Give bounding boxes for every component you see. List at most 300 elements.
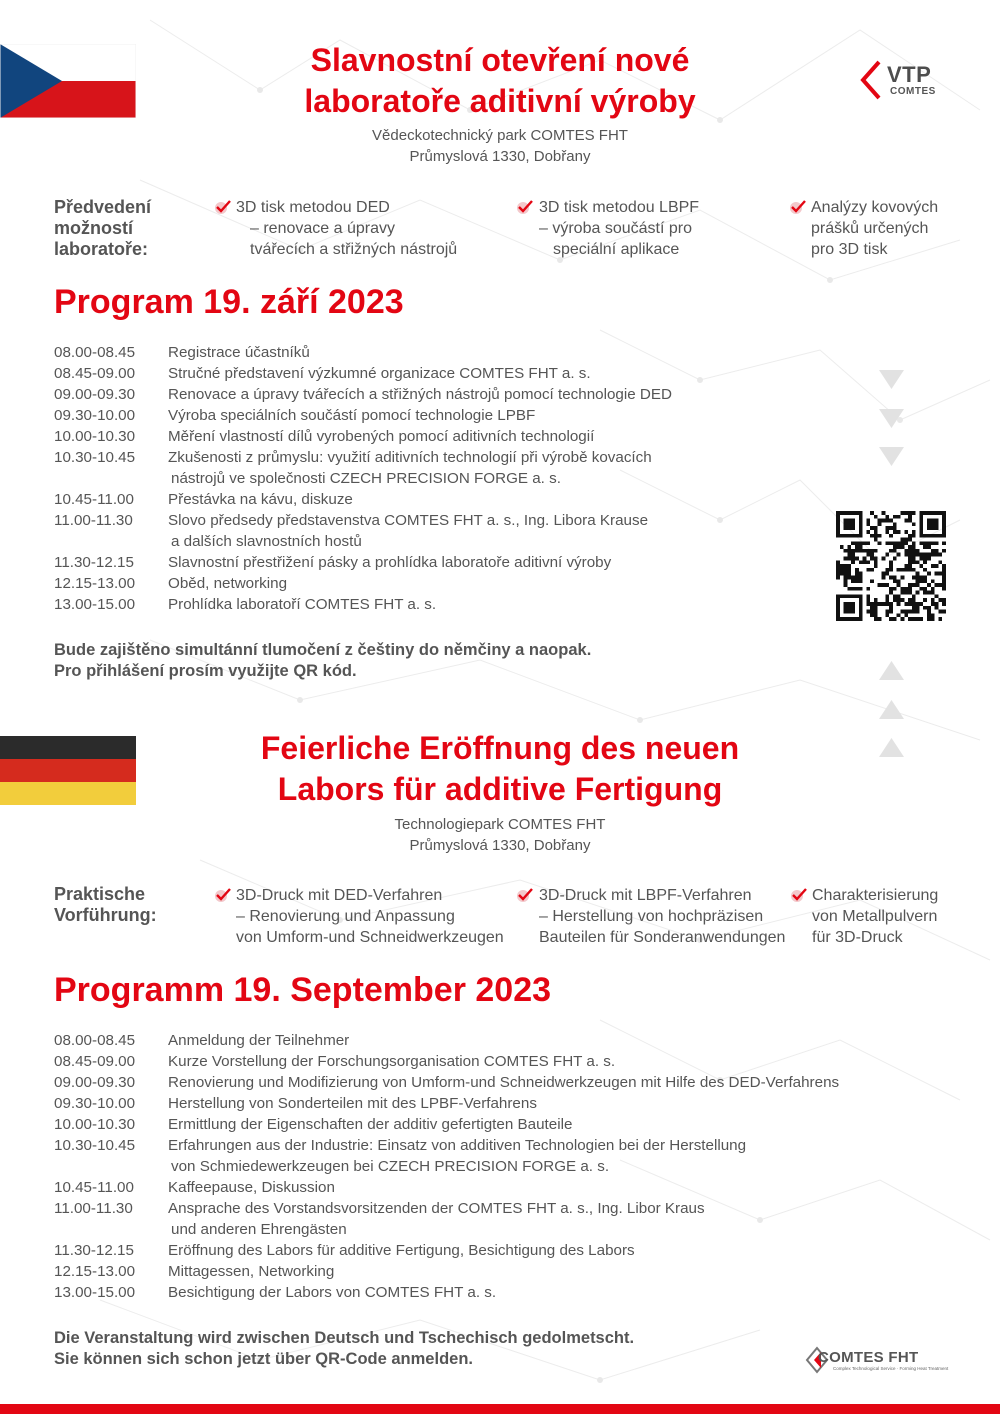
schedule-row — [54, 510, 672, 552]
qr-module — [851, 610, 855, 614]
schedule-row — [54, 1282, 839, 1303]
cz-title — [0, 40, 1000, 122]
qr-module — [878, 519, 882, 523]
qr-module — [836, 568, 840, 572]
qr-module — [847, 568, 851, 572]
qr-module — [855, 575, 859, 579]
qr-module — [931, 598, 935, 602]
qr-module — [844, 557, 848, 561]
qr-module — [908, 617, 912, 621]
qr-module — [855, 557, 859, 561]
qr-module — [927, 583, 931, 587]
schedule-time: 10.00-10.30 — [54, 1116, 136, 1133]
qr-module — [919, 534, 923, 538]
qr-module — [859, 511, 863, 515]
qr-module — [859, 522, 863, 526]
demo-line: – Renovierung und Anpassung — [236, 908, 455, 925]
qr-module — [866, 587, 870, 591]
qr-module — [935, 572, 939, 576]
qr-module — [927, 610, 931, 614]
qr-module — [874, 598, 878, 602]
demo-line: für 3D-Druck — [812, 929, 903, 946]
qr-module — [870, 613, 874, 617]
bottom-accent-bar — [0, 1404, 1000, 1414]
schedule-desc: Eröffnung des Labors für additive Fertigung, Besichtigung des Labors — [168, 1242, 635, 1259]
qr-module — [885, 553, 889, 557]
schedule-row — [54, 1093, 839, 1114]
qr-module — [908, 568, 912, 572]
cz-schedule — [54, 342, 672, 615]
qr-module — [847, 522, 851, 526]
qr-module — [935, 534, 939, 538]
qr-module — [847, 606, 851, 610]
qr-module — [844, 526, 848, 530]
qr-module — [912, 606, 916, 610]
qr-module — [893, 545, 897, 549]
qr-module — [870, 549, 874, 553]
demo-line: 3D tisk metodou DED — [236, 199, 390, 216]
qr-module — [859, 610, 863, 614]
qr-module — [844, 519, 848, 523]
demo-line: Bauteilen für Sonderanwendungen — [539, 929, 786, 946]
qr-module — [874, 526, 878, 530]
qr-module — [931, 564, 935, 568]
qr-module — [893, 579, 897, 583]
qr-module — [878, 522, 882, 526]
schedule-row — [54, 1240, 839, 1261]
qr-module — [942, 568, 946, 572]
qr-module — [836, 519, 840, 523]
qr-module — [878, 617, 882, 621]
qr-module — [916, 560, 920, 564]
qr-module — [904, 564, 908, 568]
qr-module — [851, 511, 855, 515]
qr-module — [855, 549, 859, 553]
qr-module — [851, 587, 855, 591]
qr-module — [882, 575, 886, 579]
qr-module — [900, 575, 904, 579]
qr-module — [908, 534, 912, 538]
qr-module — [847, 545, 851, 549]
qr-module — [836, 534, 840, 538]
qr-module — [859, 526, 863, 530]
qr-module — [874, 602, 878, 606]
qr-module — [931, 579, 935, 583]
comtes-fht-logo — [805, 1344, 955, 1376]
qr-module — [908, 591, 912, 595]
de-demo-label-line: Praktische — [54, 884, 146, 904]
schedule-time: 10.45-11.00 — [54, 491, 134, 508]
qr-module — [859, 541, 863, 545]
qr-module — [908, 538, 912, 542]
qr-module — [889, 549, 893, 553]
qr-module — [916, 602, 920, 606]
qr-module — [923, 545, 927, 549]
qr-module — [847, 617, 851, 621]
schedule-desc: Oběd, networking — [168, 575, 288, 592]
qr-module — [923, 598, 927, 602]
qr-module — [912, 617, 916, 621]
checkmark-icon — [516, 887, 534, 903]
qr-module — [866, 530, 870, 534]
checkmark-icon — [789, 199, 807, 215]
qr-module — [866, 522, 870, 526]
qr-module — [870, 553, 874, 557]
de-title-line: Feierliche Eröffnung des neuen — [260, 730, 740, 766]
cz-note — [54, 640, 591, 682]
qr-module — [927, 511, 931, 515]
qr-module — [935, 594, 939, 598]
qr-module — [927, 617, 931, 621]
qr-module — [904, 530, 908, 534]
schedule-time: 09.00-09.30 — [54, 1074, 136, 1091]
cz-demo-item — [214, 197, 457, 260]
qr-module — [908, 587, 912, 591]
qr-module — [859, 519, 863, 523]
schedule-desc: Renovierung und Modifizierung von Umform-und Schneidwerkzeugen mit Hilfe des DED-Verfahrens — [168, 1074, 840, 1091]
qr-module — [889, 606, 893, 610]
qr-module — [870, 511, 874, 515]
qr-module — [847, 519, 851, 523]
qr-module — [855, 568, 859, 572]
qr-module — [893, 530, 897, 534]
cz-demo-item — [789, 197, 938, 260]
demo-line: Analýzy kovových — [811, 199, 939, 216]
qr-module — [931, 519, 935, 523]
cz-demo-label-line: Předvedení — [54, 197, 152, 217]
qr-module — [870, 610, 874, 614]
qr-module — [904, 613, 908, 617]
qr-module — [908, 549, 912, 553]
qr-module — [923, 579, 927, 583]
qr-module — [912, 568, 916, 572]
qr-module — [919, 579, 923, 583]
schedule-row — [54, 1072, 839, 1093]
qr-module — [908, 519, 912, 523]
qr-module — [908, 553, 912, 557]
registration-qr-code[interactable] — [836, 511, 946, 621]
qr-module — [904, 610, 908, 614]
qr-module — [836, 575, 840, 579]
schedule-time: 12.15-13.00 — [54, 1263, 136, 1280]
schedule-desc: Zkušenosti z průmyslu: využití aditivních technologií při výrobě kovacích — [168, 449, 652, 466]
qr-module — [836, 526, 840, 530]
qr-module — [904, 568, 908, 572]
qr-module — [942, 541, 946, 545]
qr-module — [836, 617, 840, 621]
qr-module — [912, 583, 916, 587]
qr-module — [912, 511, 916, 515]
qr-module — [870, 526, 874, 530]
schedule-row — [54, 489, 672, 510]
qr-module — [844, 602, 848, 606]
qr-module — [916, 583, 920, 587]
qr-module — [942, 564, 946, 568]
qr-module — [923, 591, 927, 595]
de-venue-line: Průmyslová 1330, Dobřany — [409, 837, 591, 854]
de-venue — [0, 814, 1000, 856]
vtp-logo-text: VTP — [887, 62, 932, 87]
qr-module — [836, 564, 840, 568]
qr-module — [851, 534, 855, 538]
qr-module — [874, 560, 878, 564]
de-demo-item — [214, 885, 504, 948]
qr-module — [855, 541, 859, 545]
qr-module — [916, 553, 920, 557]
schedule-desc: Stručné představení výzkumné organizace COMTES FHT a. s. — [168, 365, 591, 382]
qr-module — [900, 568, 904, 572]
qr-module — [836, 515, 840, 519]
qr-module — [851, 579, 855, 583]
qr-module — [882, 519, 886, 523]
qr-module — [855, 579, 859, 583]
qr-module — [847, 553, 851, 557]
qr-module — [870, 606, 874, 610]
qr-module — [882, 602, 886, 606]
qr-module — [908, 610, 912, 614]
qr-module — [908, 515, 912, 519]
demo-line: 3D-Druck mit LBPF-Verfahren — [539, 887, 752, 904]
schedule-row — [54, 552, 672, 573]
schedule-row — [54, 447, 672, 489]
qr-module — [897, 613, 901, 617]
qr-module — [844, 522, 848, 526]
qr-module — [844, 583, 848, 587]
qr-module — [908, 557, 912, 561]
qr-module — [836, 610, 840, 614]
qr-module — [912, 545, 916, 549]
qr-module — [889, 526, 893, 530]
qr-module — [927, 572, 931, 576]
qr-module — [904, 541, 908, 545]
qr-module — [847, 602, 851, 606]
qr-module — [912, 598, 916, 602]
qr-module — [919, 602, 923, 606]
vtp-logo-subtext: COMTES — [890, 86, 936, 97]
de-schedule — [54, 1030, 839, 1303]
qr-module — [900, 545, 904, 549]
qr-module — [859, 613, 863, 617]
qr-module — [851, 594, 855, 598]
qr-module — [840, 617, 844, 621]
qr-module — [847, 587, 851, 591]
arrow-up-icon — [879, 700, 904, 719]
demo-line: tvářecích a střižných nástrojů — [250, 241, 458, 258]
qr-module — [855, 572, 859, 576]
de-program-title: Programm 19. September 2023 — [54, 971, 552, 1009]
qr-module — [904, 553, 908, 557]
qr-module — [889, 519, 893, 523]
qr-module — [859, 598, 863, 602]
qr-module — [935, 541, 939, 545]
qr-module — [840, 564, 844, 568]
qr-module — [919, 587, 923, 591]
qr-module — [851, 519, 855, 523]
qr-module — [847, 534, 851, 538]
qr-module — [897, 515, 901, 519]
qr-module — [844, 534, 848, 538]
schedule-time: 11.30-12.15 — [54, 554, 134, 571]
qr-module — [916, 575, 920, 579]
comtes-fht-tagline: Complex Technological Service · Forming Heat Treatment — [833, 1366, 949, 1371]
cz-demo-label — [54, 197, 151, 260]
qr-module — [935, 553, 939, 557]
qr-module — [942, 583, 946, 587]
qr-module — [916, 579, 920, 583]
qr-module — [919, 541, 923, 545]
qr-module — [942, 602, 946, 606]
qr-module — [847, 557, 851, 561]
schedule-time: 13.00-15.00 — [54, 1284, 136, 1301]
de-title-line: Labors für additive Fertigung — [277, 771, 723, 807]
de-demo-label — [54, 884, 157, 926]
qr-module — [919, 515, 923, 519]
qr-module — [919, 564, 923, 568]
qr-module — [923, 587, 927, 591]
qr-module — [904, 549, 908, 553]
qr-module — [931, 587, 935, 591]
qr-module — [916, 549, 920, 553]
qr-module — [866, 594, 870, 598]
qr-module — [885, 610, 889, 614]
schedule-time: 12.15-13.00 — [54, 575, 136, 592]
qr-module — [855, 545, 859, 549]
qr-module — [859, 579, 863, 583]
qr-module — [893, 617, 897, 621]
qr-module — [866, 610, 870, 614]
qr-module — [897, 541, 901, 545]
qr-module — [859, 617, 863, 621]
qr-module — [859, 515, 863, 519]
qr-module — [874, 549, 878, 553]
qr-module — [931, 526, 935, 530]
qr-module — [916, 606, 920, 610]
qr-module — [836, 613, 840, 617]
qr-module — [893, 575, 897, 579]
qr-module — [919, 519, 923, 523]
demo-line: von Umform-und Schneidwerkzeugen — [236, 929, 504, 946]
qr-module — [927, 541, 931, 545]
qr-module — [942, 598, 946, 602]
qr-module — [889, 575, 893, 579]
qr-module — [893, 587, 897, 591]
qr-module — [859, 530, 863, 534]
schedule-time: 10.30-10.45 — [54, 449, 136, 466]
qr-module — [912, 602, 916, 606]
qr-module — [919, 617, 923, 621]
demo-line: von Metallpulvern — [812, 908, 938, 925]
qr-module — [893, 541, 897, 545]
qr-module — [893, 549, 897, 553]
schedule-time: 08.45-09.00 — [54, 1053, 136, 1070]
qr-module — [931, 511, 935, 515]
qr-module — [844, 610, 848, 614]
schedule-time: 08.45-09.00 — [54, 365, 136, 382]
qr-module — [927, 522, 931, 526]
arrow-up-icon — [879, 661, 904, 680]
schedule-desc: Kurze Vorstellung der Forschungsorganisation COMTES FHT a. s. — [168, 1053, 616, 1070]
qr-module — [931, 553, 935, 557]
qr-module — [919, 553, 923, 557]
cz-title-line: laboratoře aditivní výroby — [304, 83, 696, 119]
qr-module — [916, 610, 920, 614]
qr-module — [851, 549, 855, 553]
qr-module — [870, 534, 874, 538]
qr-module — [923, 606, 927, 610]
schedule-desc: Slovo předsedy představenstva COMTES FHT a. s., Ing. Libora Krause — [168, 512, 649, 529]
qr-module — [851, 541, 855, 545]
de-demo-item — [516, 885, 785, 948]
qr-module — [919, 575, 923, 579]
qr-module — [847, 526, 851, 530]
qr-module — [885, 541, 889, 545]
schedule-row — [54, 426, 672, 447]
schedule-time: 11.30-12.15 — [54, 1242, 134, 1259]
qr-module — [851, 553, 855, 557]
qr-module — [897, 553, 901, 557]
qr-module — [912, 530, 916, 534]
qr-module — [874, 617, 878, 621]
qr-module — [874, 515, 878, 519]
qr-module — [938, 617, 942, 621]
qr-module — [942, 534, 946, 538]
qr-module — [893, 557, 897, 561]
qr-module — [923, 553, 927, 557]
qr-module — [904, 538, 908, 542]
qr-module — [912, 575, 916, 579]
qr-module — [851, 606, 855, 610]
qr-module — [847, 594, 851, 598]
qr-module — [935, 564, 939, 568]
qr-module — [844, 606, 848, 610]
de-venue-line: Technologiepark COMTES FHT — [394, 816, 606, 833]
de-note-line: Die Veranstaltung wird zwischen Deutsch und Tschechisch gedolmetscht. — [54, 1329, 635, 1347]
schedule-desc: Prohlídka laboratoří COMTES FHT a. s. — [168, 596, 437, 613]
qr-module — [874, 557, 878, 561]
qr-module — [938, 598, 942, 602]
qr-module — [885, 515, 889, 519]
qr-module — [908, 511, 912, 515]
qr-module — [874, 564, 878, 568]
qr-module — [897, 579, 901, 583]
qr-module — [855, 617, 859, 621]
qr-module — [851, 560, 855, 564]
schedule-row — [54, 384, 672, 405]
qr-module — [859, 575, 863, 579]
schedule-desc: Ermittlung der Eigenschaften der additiv gefertigten Bauteile — [168, 1116, 573, 1133]
qr-module — [942, 515, 946, 519]
qr-module — [874, 613, 878, 617]
schedule-row — [54, 363, 672, 384]
schedule-desc: Besichtigung der Labors von COMTES FHT a. s. — [168, 1284, 497, 1301]
qr-module — [916, 591, 920, 595]
demo-line: pro 3D tisk — [811, 241, 888, 258]
qr-module — [931, 617, 935, 621]
qr-module — [859, 587, 863, 591]
demo-line: Charakterisierung — [812, 887, 939, 904]
qr-module — [863, 549, 867, 553]
qr-module — [885, 519, 889, 523]
de-note — [54, 1328, 634, 1370]
qr-module — [912, 610, 916, 614]
qr-module — [840, 572, 844, 576]
qr-module — [938, 572, 942, 576]
schedule-desc: Anmeldung der Teilnehmer — [168, 1032, 350, 1049]
qr-module — [882, 511, 886, 515]
qr-module — [866, 519, 870, 523]
arrow-down-icon — [879, 370, 904, 389]
qr-module — [866, 541, 870, 545]
